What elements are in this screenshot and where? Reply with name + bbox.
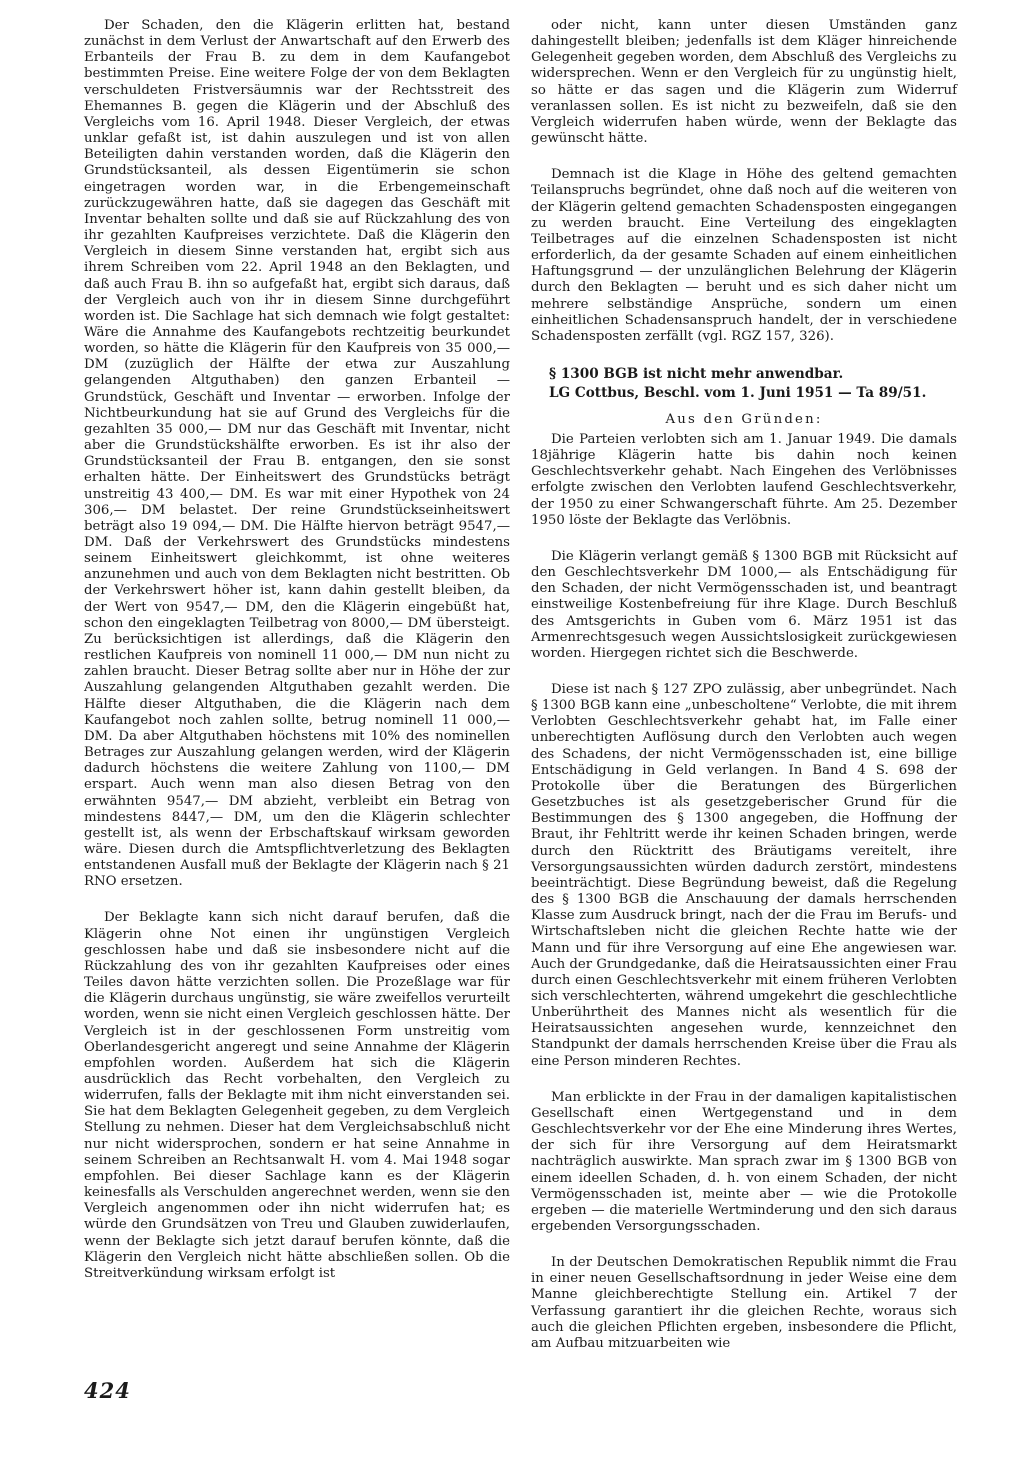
paragraph: oder nicht, kann unter diesen Umständen ganz dahingestellt bleiben; jedenfalls ist dem Kläger hinreichende Gelegenheit gegeben worden, dem Abschluß des Vergleichs zu widersprechen. Wenn er den Vergleich für zu ungünstig hielt, so hätte er das sagen und die Klägerin zum Widerruf veranlassen sollen. Es ist nicht zu bezweifeln, daß sie den Vergleich widerrufen haben würde, wenn der Beklagte das gewünscht hätte. [531,18,957,147]
left-column [84,18,510,1302]
paragraph: In der Deutschen Demokratischen Republik nimmt die Frau in einer neuen Gesellschaftsordnung in jeder Weise eine dem Manne gleichberechtigte Stellung ein. Artikel 7 der Verfassung garantiert ihr die gleichen Rechte, woraus sich auch die gleichen Pflichten ergeben, insbesondere die Pflicht, am Aufbau mitzuarbeiten wie [531,1255,957,1351]
paragraph: Der Beklagte kann sich nicht darauf berufen, daß die Klägerin ohne Not einen ihr ungünstigen Vergleich geschlossen habe und daß sie insbesondere nicht auf die Rückzahlung des von ihr gezahlten Kaufpreises oder eines Teiles davon hätte verzichten sollen. Die Prozeßlage war für die Klägerin durchaus ungünstig, sie wäre zweifellos verurteilt worden, wenn sie nicht einen Vergleich geschlossen hätte. Der Vergleich ist in der geschlossenen Form unstreitig vom Oberlandesgericht angeregt und seine Annahme der Klägerin empfohlen worden. Außerdem hat sich die Klägerin ausdrücklich das Recht vorbehalten, den Vergleich zu widerrufen, falls der Beklagte mit ihm nicht einverstanden sei. Sie hat dem Beklagten Gelegenheit gegeben, zu dem Vergleich Stellung zu nehmen. Dieser hat dem Vergleichsabschluß nicht nur nicht widersprochen, sondern er hat seine Annahme in seinem Schreiben an Rechtsanwalt H. vom 4. Mai 1948 sogar empfohlen. Bei dieser Sachlage kann es der Klägerin keinesfalls als Verschulden angerechnet werden, wenn sie den Vergleich angenommen oder ihn nicht widerrufen hat; es würde den Grundsätzen von Treu und Glauben zuwiderlaufen, wenn der Beklagte sich jetzt darauf berufen könnte, daß die Klägerin den Vergleich nicht hätte abschließen sollen. Ob die Streitverkündung wirksam erfolgt ist [84,910,510,1281]
section-subheading: Aus den Gründen: [665,411,823,427]
section-heading: § 1300 BGB ist nicht mehr anwendbar. [549,365,844,382]
right-column [531,18,957,1372]
paragraph: Die Klägerin verlangt gemäß § 1300 BGB mit Rücksicht auf den Geschlechtsverkehr DM 1000,— als Entschädigung für den Schaden, der nicht Vermögensschaden ist, und beantragt einstweilige Kostenbefreiung für ihre Klage. Durch Beschluß des Amtsgerichts in Guben vom 6. März 1951 ist das Armenrechtsgesuch wegen Aussichtslosigkeit zurückgewiesen worden. Hiergegen richtet sich die Beschwerde. [531,548,957,661]
paragraph: Der Schaden, den die Klägerin erlitten hat, bestand zunächst in dem Verlust der Anwartschaft auf den Erwerb des Erbanteils der Frau B. zu dem in dem Kaufangebot bestimmten Preise. Eine weitere Folge der von dem Beklagten verschuldeten Fristversäumnis war der Rechtsstreit des Ehemannes B. gegen die Klägerin und der Abschluß des Vergleichs vom 16. April 1948. Dieser Vergleich, der etwas unklar gefaßt ist, ist dahin auszulegen und ist von allen Beteiligten dahin verstanden worden, daß die Klägerin den Grundstücksanteil, als dessen Eigentümerin sie schon eingetragen worden war, in die Erbengemeinschaft zurückzugewähren hatte, daß sie dagegen das Geschäft mit Inventar behalten sollte und daß sie auf Rückzahlung des von ihr gezahlten Kaufpreises verzichtete. Daß die Klägerin den Vergleich in diesem Sinne verstanden hat, ergibt sich aus ihrem Schreiben vom 22. April 1948 an den Beklagten, und daß auch Frau B. ihn so aufgefaßt hat, ergibt sich daraus, daß der Vergleich auch von ihr in diesem Sinne durchgeführt worden ist. Die Sachlage hat sich demnach wie folgt gestaltet: Wäre die Annahme des Kaufangebots rechtzeitig beurkundet worden, so hätte die Klägerin für den Kaufpreis von 35 000,— DM (zuzüglich der Hälfte der etwa zur Auszahlung gelangenden Altguthaben) den ganzen Erbanteil — Grundstück, Geschäft und Inventar — erworben. Infolge der Nichtbeurkundung hat sie auf Grund des Vergleichs für die gezahlten 35 000,— DM nur das Geschäft mit Inventar, nicht aber die Grundstückshälfte erworben. Es ist ihr also der Grundstücksanteil der Frau B. entgangen, den sie sonst erhalten hätte. Der Einheitswert des Grundstücks beträgt unstreitig 43 400,— DM. Es war mit einer Hypothek von 24 306,— DM belastet. Der reine Grundstückseinheitswert beträgt also 19 094,— DM. Die Hälfte hiervon beträgt 9547,— DM. Daß der Verkehrswert des Grundstücks mindestens seinem Einheitswert gleichkommt, ist ohne weiteres anzunehmen und auch von dem Beklagten nicht bestritten. Ob der Verkehrswert höher ist, kann dahin gestellt bleiben, da der Wert von 9547,— DM, den die Klägerin eingebüßt hat, schon den eingeklagten Teilbetrag von 8000,— DM übersteigt. Zu berücksichtigen ist allerdings, daß die Klägerin den restlichen Kaufpreis von nominell 11 000,— DM nun nicht zu zahlen braucht. Dieser Betrag sollte aber nur in Höhe der zur Auszahlung gelangenden Altguthaben gezahlt werden. Die Hälfte dieser Altguthaben, die die Klägerin nach dem Kaufangebot noch zahlen sollte, betrug nominell 11 000,— DM. Da aber Altguthaben höchstens mit 10% des nominellen Betrages zur Auszahlung gelangen werden, wird der Klägerin dadurch höchstens die weitere Zahlung von 1100,— DM erspart. Auch wenn man also diesen Betrag von den erwähnten 9547,— DM abzieht, verbleibt ein Betrag von mindestens 8447,— DM, um den die Klägerin schlechter gestellt ist, als wenn der Erbschaftskauf wirksam geworden wäre. Diesen durch die Amtspflichtverletzung des Beklagten entstandenen Ausfall muß der Beklagte der Klägerin nach § 21 RNO ersetzen. [84,18,510,890]
court-citation: LG Cottbus, Beschl. vom 1. Juni 1951 — Ta 89/51. [549,384,927,401]
paragraph: Diese ist nach § 127 ZPO zulässig, aber unbegründet. Nach § 1300 BGB kann eine „unbescholtene“ Verlobte, die mit ihrem Verlobten Geschlechtsverkehr gehabt hat, im Falle einer unberechtigten Auflösung durch den Verlobten auch wegen des Schadens, der nicht Vermögensschaden ist, eine billige Entschädigung in Geld verlangen. In Band 4 S. 698 der Protokolle über die Beratungen des Bürgerlichen Gesetzbuches ist als gesetzgeberischer Grund für die Bestimmungen des § 1300 angegeben, die Hoffnung der Braut, ihr Fehltritt werde ihr keinen Schaden bringen, werde durch den Rücktritt des Bräutigams vereitelt, ihre Versorgungsaussichten würden dadurch zerstört, mindestens beeinträchtigt. Diese Begründung beweist, daß die Regelung des § 1300 BGB die Anschauung der damals herrschenden Klasse zum Ausdruck bringt, nach der die Frau im Berufs- und Wirtschaftsleben nicht die gleichen Rechte hatte wie der Mann und für ihre Versorgung auf eine Ehe angewiesen war. Auch der Grundgedanke, daß die Heiratsaussichten einer Frau durch einen Geschlechtsverkehr mit einem früheren Verlobten sich verschlechterten, während umgekehrt die geschlechtliche Unberührtheit des Mannes nicht als wesentlich für die Heiratsaussichten angesehen wurde, kennzeichnet den Standpunkt der damals herrschenden Kreise über die Frau als eine Person minderen Rechtes. [531,682,957,1069]
paragraph: Die Parteien verlobten sich am 1. Januar 1949. Die damals 18jährige Klägerin hatte bis dahin noch keinen Geschlechtsverkehr gehabt. Nach Eingehen des Verlöbnisses erfolgte zwischen den Verlobten laufend Geschlechtsverkehr, der 1950 zu einer Schwangerschaft führte. Am 25. Dezember 1950 löste der Beklagte das Verlöbnis. [531,431,957,528]
paragraph: Demnach ist die Klage in Höhe des geltend gemachten Teilanspruchs begründet, ohne daß noch auf die weiteren von der Klägerin geltend gemachten Schadensposten eingegangen zu werden braucht. Eine Verteilung des eingeklagten Teilbetrages auf die einzelnen Schadensposten ist nicht erforderlich, da der gesamte Schaden auf einem einheitlichen Haftungsgrund — der unzulänglichen Belehrung der Klägerin durch den Beklagten — beruht und es sich daher nicht um mehrere selbständige Ansprüche, sondern um einen einheitlichen Schadensanspruch handelt, der in verschiedene Schadensposten zerfällt (vgl. RGZ 157, 326). [531,167,957,344]
page-number: 424 [84,1378,131,1403]
paragraph: Man erblickte in der Frau in der damaligen kapitalistischen Gesellschaft einen Wertgegenstand und in dem Geschlechtsverkehr vor der Ehe eine Minderung ihres Wertes, der sich für ihre Versorgung auf dem Heiratsmarkt nachträglich auswirkte. Man sprach zwar im § 1300 BGB von einem ideellen Schaden, d. h. von einem Schaden, der nicht Vermögensschaden ist, meinte aber — wie die Protokolle ergeben — die materielle Wertminderung und den sich daraus ergebenden Versorgungsschaden. [531,1089,957,1234]
document-page [84,18,956,1448]
